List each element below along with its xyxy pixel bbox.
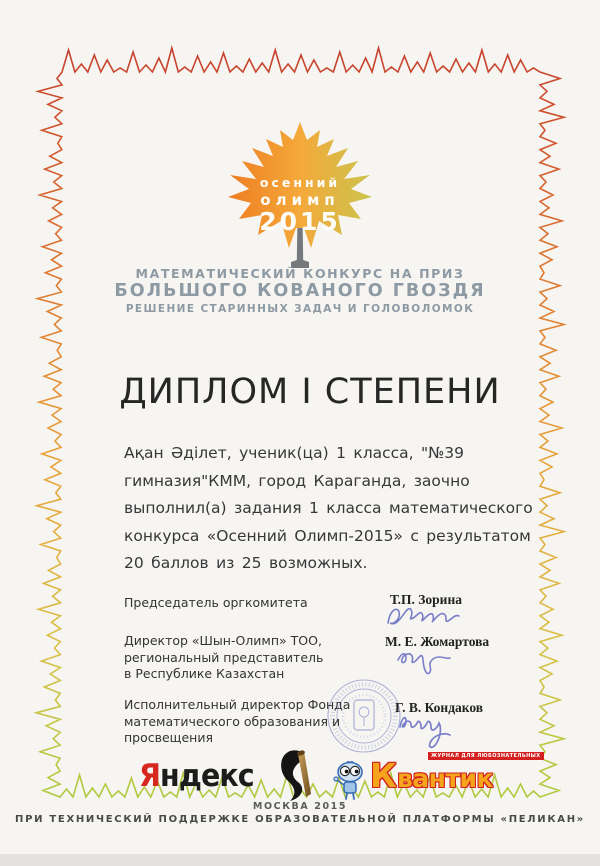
kvantik-tagline-banner: ЖУРНАЛ ДЛЯ ЛЮБОЗНАТЕЛЬНЫХ: [428, 752, 544, 760]
signature-script-zhomartova-icon: [395, 646, 455, 678]
nail-swoosh-logo-icon: [278, 748, 318, 804]
role-line: Исполнительный директор Фонда: [124, 697, 351, 712]
leaf-logo: [220, 117, 380, 277]
signature-script-kondakov-icon: [396, 711, 458, 751]
role-line: просвещения: [124, 730, 213, 745]
signature-role-director: [124, 633, 323, 683]
body-line: Ақан Әділет, ученик(ца) 1 класса, "№39: [124, 444, 465, 462]
recipient-text: [124, 440, 533, 578]
body-line: гимназия"КММ, город Караганда, заочно: [124, 471, 470, 490]
leaf-text-year: 2015: [259, 207, 341, 236]
footer-support-line: ПРИ ТЕХНИЧЕСКИЙ ПОДДЕРЖКЕ ОБРАЗОВАТЕЛЬНОЙ ПЛАТФОРМЫ «ПЕЛИКАН»: [15, 814, 585, 825]
diploma-title: ДИПЛОМ I СТЕПЕНИ: [119, 372, 501, 412]
leaf-text-olimp: олимп: [260, 191, 340, 209]
yandex-letters-rest: ндекс: [160, 758, 254, 794]
kvantik-letter-k: К: [370, 756, 397, 795]
signature-script-zorina-icon: [385, 602, 467, 632]
contest-line-2: БОЛЬШОГО КОВАНОГО ГВОЗДЯ: [114, 281, 486, 301]
role-line: региональный представитель: [124, 649, 324, 665]
yandex-letter-ya: Я: [139, 758, 161, 794]
body-line: выполнил(а) задания 1 класса математического: [124, 499, 533, 517]
leaf-text-season: осенний: [259, 175, 341, 190]
kvantik-robot-icon: [331, 761, 369, 801]
signature-name-kondakov: Г. В. Кондаков: [395, 700, 484, 715]
contest-line-1: МАТЕМАТИЧЕСКИЙ КОНКУРС НА ПРИЗ: [135, 266, 465, 281]
role-line: в Республике Казахстан: [124, 666, 285, 681]
kvantik-logo: [370, 756, 493, 795]
signature-role-executive: [124, 697, 350, 747]
yandex-logo: [139, 758, 254, 794]
role-line: Председатель оргкомитета: [124, 595, 308, 610]
signature-name-zhomartova: М. Е. Жомартова: [385, 634, 490, 649]
role-line: Директор «Шын-Олимп» ТОО,: [124, 633, 322, 648]
kvantik-letters-rest: вантик: [396, 764, 493, 793]
signature-name-zorina: Т.П. Зорина: [390, 592, 462, 607]
body-line: конкурса «Осенний Олимп-2015» с результатом: [124, 526, 531, 545]
role-line: математического образования и: [124, 713, 341, 729]
signature-role-chairman: [124, 595, 308, 612]
footer-city-year: МОСКВА 2015: [252, 801, 348, 812]
body-line: 20 баллов из 25 возможных.: [124, 554, 368, 572]
contest-line-3: РЕШЕНИЕ СТАРИННЫХ ЗАДАЧ И ГОЛОВОЛОМОК: [125, 303, 475, 315]
